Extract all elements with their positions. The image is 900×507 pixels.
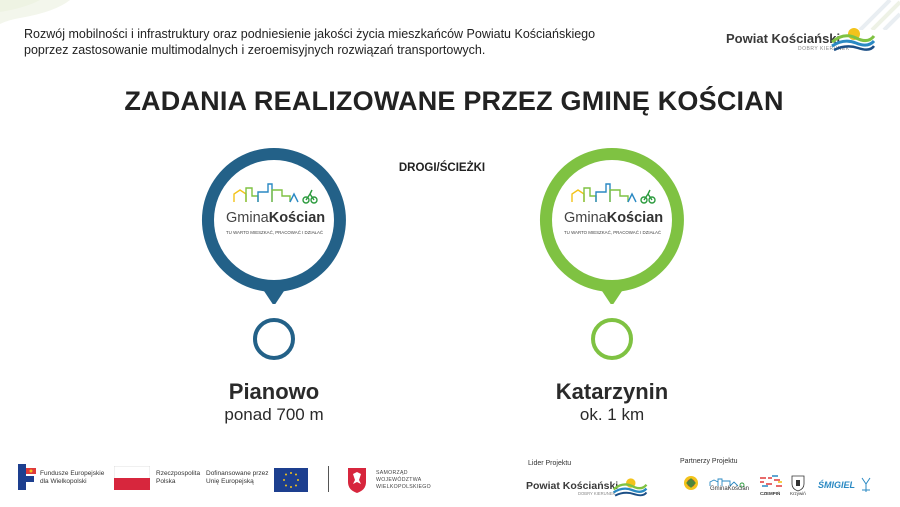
gmina-koscian-logo bbox=[226, 182, 326, 252]
leader-label: Lider Projektu bbox=[528, 460, 572, 467]
leader-brand-slogan: DOBRY KIERUNEK bbox=[578, 491, 616, 496]
powiat-brand-logo bbox=[726, 26, 886, 56]
location-distance: ponad 700 m bbox=[224, 405, 324, 424]
footer-divider bbox=[328, 466, 329, 492]
location-distance: ok. 1 km bbox=[579, 405, 645, 424]
leader-brand-logo bbox=[526, 476, 646, 500]
location-pin-katarzynin bbox=[536, 144, 688, 304]
partner-logo-1 bbox=[682, 474, 700, 501]
eu-flag-icon bbox=[274, 468, 308, 492]
location-pin-pianowo bbox=[198, 144, 350, 304]
gmina-tagline: TU WARTO MIESZKAĆ, PRACOWAĆ I DZIAŁAĆ bbox=[226, 230, 324, 235]
partners-label: Partnerzy Projektu bbox=[680, 458, 738, 465]
partner-name: CZEMPIŃ bbox=[760, 491, 781, 496]
partner-logo-czempin bbox=[758, 474, 784, 495]
project-description bbox=[24, 26, 664, 58]
partner-logo-smigiel bbox=[816, 474, 876, 501]
fundusze-europejskie-label: Fundusze Europejskie dla Wielkopolski bbox=[40, 470, 105, 485]
czempin-emblem-icon bbox=[758, 474, 784, 490]
partner-emblem-icon bbox=[682, 474, 700, 496]
location-name: Katarzynin bbox=[555, 379, 669, 404]
gmina-name: GminaKościan bbox=[564, 210, 664, 226]
partner-name: Krzywiń bbox=[790, 491, 806, 496]
partner-name: GminaKościan bbox=[710, 486, 750, 492]
eu-funding-label: Dofinansowane przez Unię Europejską bbox=[206, 470, 269, 485]
krzywin-crest-icon bbox=[790, 474, 806, 492]
gmina-name: GminaKościan bbox=[226, 210, 326, 226]
gmina-koscian-logo bbox=[564, 182, 664, 252]
gmina-tagline: TU WARTO MIESZKAĆ, PRACOWAĆ I DZIAŁAĆ bbox=[564, 230, 662, 235]
location-info bbox=[502, 379, 722, 425]
leader-brand-name: Powiat Kościański bbox=[526, 480, 619, 492]
location-marker-circle bbox=[591, 318, 633, 360]
powiat-wave-icon bbox=[830, 26, 876, 52]
location-marker-circle bbox=[253, 318, 295, 360]
page-title: ZADANIA REALIZOWANE PRZEZ GMINĘ KOŚCIAN bbox=[124, 86, 784, 116]
powiat-wave-icon bbox=[612, 476, 648, 498]
rzeczpospolita-label: Rzeczpospolita Polska bbox=[156, 470, 201, 485]
wielkopolska-crest-icon bbox=[346, 466, 368, 494]
partner-logo-krzywin bbox=[790, 474, 806, 497]
project-line-1: Rozwój mobilności i infrastruktury oraz podniesienie jakości życia mieszkańców Powiatu Kościańskiego bbox=[24, 27, 596, 41]
location-info bbox=[164, 379, 384, 425]
location-name: Pianowo bbox=[228, 379, 320, 404]
polish-flag-icon bbox=[114, 466, 150, 490]
fundusze-europejskie-icon bbox=[16, 462, 38, 492]
brand-name: Powiat Kościański bbox=[726, 31, 841, 46]
brand-slogan: DOBRY KIERUNEK bbox=[798, 46, 850, 52]
partner-name: ŚMIGIEL bbox=[818, 480, 856, 490]
samorzad-label: SAMORZĄD WOJEWÓDZTWA WIELKOPOLSKIEGO bbox=[376, 470, 431, 490]
category-label: DROGI/ŚCIEŻKI bbox=[398, 162, 486, 174]
project-line-2: poprzez zastosowanie multimodalnych i zeroemisyjnych rozwiązań transportowych. bbox=[24, 43, 486, 57]
funding-logos bbox=[16, 462, 446, 498]
partner-logo-gmina-koscian bbox=[708, 474, 748, 493]
